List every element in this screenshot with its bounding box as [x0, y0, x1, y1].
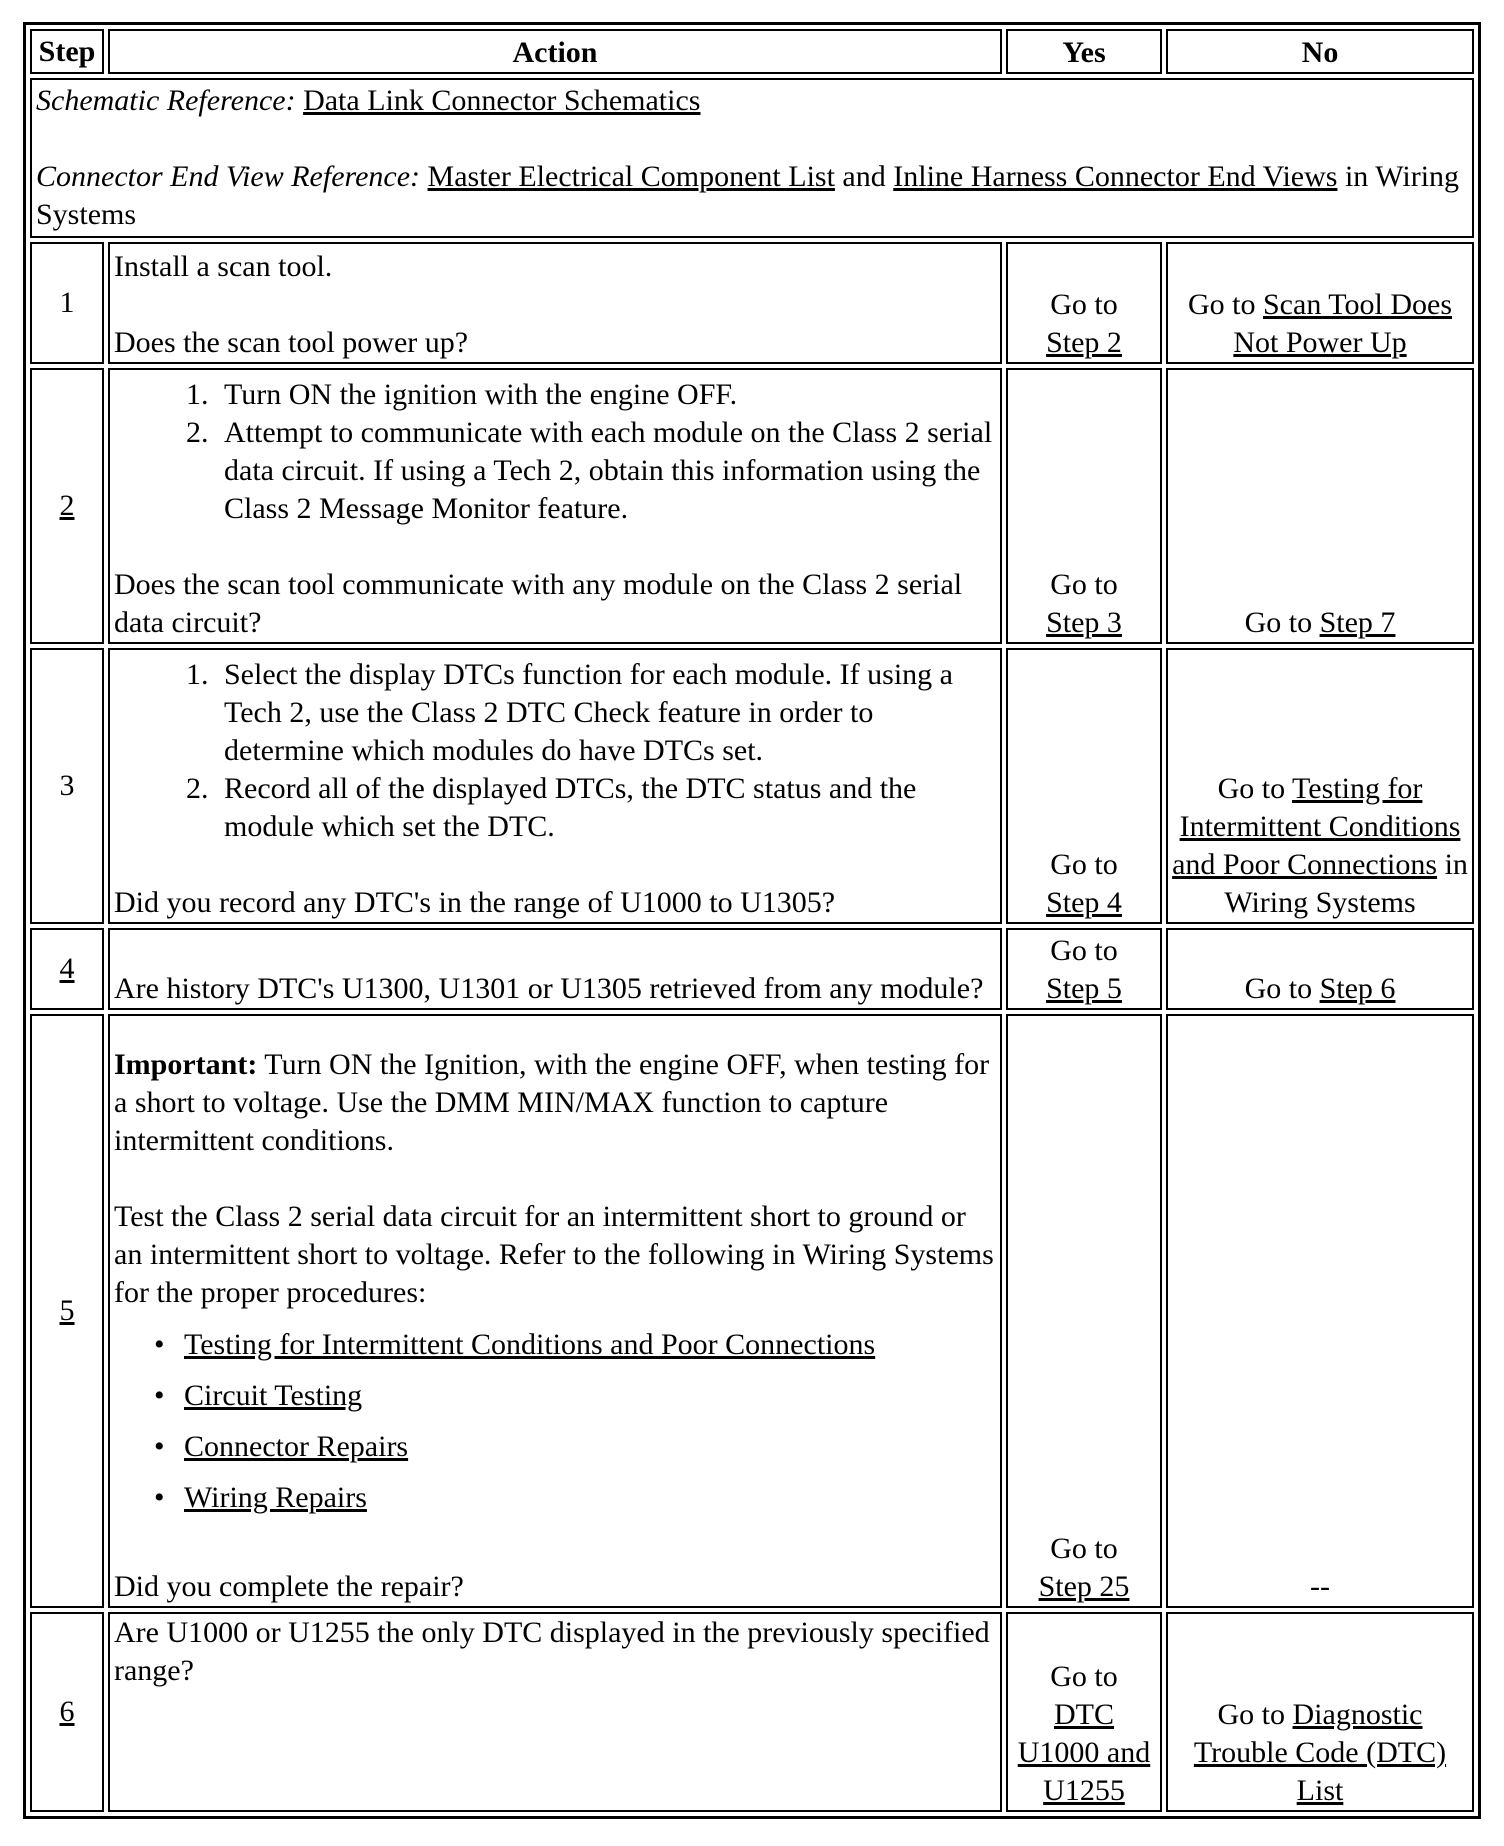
step-link[interactable]: 4	[59, 952, 75, 985]
question-text: Did you record any DTC's in the range of U1000 to U1305?	[114, 886, 836, 919]
list-item	[154, 1479, 996, 1517]
wiring-systems-text: in Wiring Systems	[36, 160, 1460, 231]
header-yes: Yes	[1006, 29, 1162, 74]
list-item	[154, 1428, 996, 1466]
no-link[interactable]: Testing for Intermittent Conditions and Poor Connections	[1172, 772, 1461, 881]
diagnostic-table	[23, 22, 1481, 1819]
bullet: •	[154, 1379, 165, 1412]
step-row-4	[30, 928, 1474, 1010]
step-row-1	[30, 242, 1474, 364]
action-cell	[108, 648, 1002, 924]
step-row-2	[30, 368, 1474, 644]
yes-cell	[1006, 648, 1162, 924]
yes-prefix: Go to	[1050, 934, 1118, 967]
yes-prefix: Go to	[1050, 1532, 1118, 1565]
inline-harness-link[interactable]: Inline Harness Connector End Views	[893, 160, 1338, 193]
yes-cell	[1006, 368, 1162, 644]
question-text: Does the scan tool communicate with any module on the Class 2 serial data circuit?	[114, 568, 963, 639]
no-prefix: Go to	[1217, 772, 1286, 805]
list-item: 2. Attempt to communicate with each module on the Class 2 serial data circuit. If using a Tech 2, obtain this information using the Class 2 Message Monitor feature.	[216, 414, 996, 528]
action-cell	[108, 1014, 1002, 1608]
yes-prefix: Go to	[1050, 1660, 1118, 1693]
no-cell	[1166, 368, 1474, 644]
header-action: Action	[108, 29, 1002, 74]
procedure-link[interactable]: Circuit Testing	[184, 1379, 363, 1412]
schematic-link[interactable]: Data Link Connector Schematics	[303, 84, 701, 117]
list-item: 2. Record all of the displayed DTCs, the DTC status and the module which set the DTC.	[216, 770, 996, 846]
no-link[interactable]: Step 6	[1319, 972, 1396, 1005]
step-number	[30, 928, 104, 1010]
step-link[interactable]: 6	[59, 1695, 75, 1728]
step-link[interactable]: 5	[59, 1294, 75, 1327]
and-text: and	[842, 160, 886, 193]
important-text: Turn ON the Ignition, with the engine OFF, when testing for a short to voltage. Use the DMM MIN/MAX function to capture intermittent conditions.	[114, 1048, 990, 1157]
instruction-list	[114, 656, 996, 846]
step-number	[30, 1014, 104, 1608]
no-cell	[1166, 1612, 1474, 1812]
step-row-6	[30, 1612, 1474, 1812]
no-link[interactable]: Scan Tool Does Not Power Up	[1233, 288, 1452, 359]
no-cell	[1166, 648, 1474, 924]
connector-label: Connector End View Reference:	[36, 160, 421, 193]
procedure-links-list	[114, 1326, 996, 1517]
list-item	[154, 1326, 996, 1364]
yes-cell	[1006, 928, 1162, 1010]
no-link[interactable]: Step 7	[1319, 606, 1396, 639]
header-row	[30, 29, 1474, 74]
bullet: •	[154, 1328, 165, 1361]
bullet: •	[154, 1430, 165, 1463]
step-number	[30, 368, 104, 644]
question-text: Are history DTC's U1300, U1301 or U1305 retrieved from any module?	[114, 972, 984, 1005]
no-prefix: Go to	[1217, 1698, 1285, 1731]
test-instruction: Test the Class 2 serial data circuit for an intermittent short to ground or an intermittent short to voltage. Refer to the following in Wiring Systems for the proper procedures:	[114, 1200, 994, 1309]
yes-cell	[1006, 1612, 1162, 1812]
action-cell	[108, 1612, 1002, 1812]
step-link[interactable]: 2	[59, 489, 75, 522]
no-suffix: in Wiring Systems	[1224, 848, 1468, 919]
yes-link[interactable]: Step 5	[1046, 972, 1122, 1005]
yes-link[interactable]: Step 25	[1038, 1570, 1130, 1603]
list-item: 1. Select the display DTCs function for each module. If using a Tech 2, use the Class 2 DTC Check feature in order to determine which modules do have DTCs set.	[216, 656, 996, 770]
step-number: 3	[30, 648, 104, 924]
reference-cell	[30, 78, 1474, 238]
component-list-link[interactable]: Master Electrical Component List	[427, 160, 835, 193]
step-row-3	[30, 648, 1474, 924]
action-cell	[108, 242, 1002, 364]
question-text: Are U1000 or U1255 the only DTC displayed in the previously specified range?	[114, 1616, 990, 1687]
yes-link[interactable]: Step 4	[1046, 886, 1122, 919]
schematic-label: Schematic Reference:	[36, 84, 296, 117]
no-prefix: Go to	[1244, 606, 1313, 639]
no-prefix: Go to	[1188, 288, 1256, 321]
yes-cell	[1006, 242, 1162, 364]
yes-link[interactable]: DTC U1000 and U1255	[1017, 1698, 1151, 1807]
yes-prefix: Go to	[1050, 568, 1118, 601]
no-link[interactable]: Diagnostic Trouble Code (DTC) List	[1193, 1698, 1447, 1807]
header-step: Step	[30, 29, 104, 74]
yes-link[interactable]: Step 2	[1046, 326, 1122, 359]
procedure-link[interactable]: Connector Repairs	[184, 1430, 409, 1463]
header-no: No	[1166, 29, 1474, 74]
list-item	[154, 1377, 996, 1415]
step-row-5	[30, 1014, 1474, 1608]
procedure-link[interactable]: Wiring Repairs	[184, 1481, 367, 1514]
yes-link[interactable]: Step 3	[1046, 606, 1122, 639]
step-number	[30, 1612, 104, 1812]
list-item: 1. Turn ON the ignition with the engine OFF.	[216, 376, 996, 414]
bullet: •	[154, 1481, 165, 1514]
yes-prefix: Go to	[1050, 848, 1118, 881]
instruction-list	[114, 376, 996, 528]
action-cell	[108, 928, 1002, 1010]
action-cell	[108, 368, 1002, 644]
yes-prefix: Go to	[1050, 288, 1118, 321]
important-label: Important:	[114, 1048, 258, 1081]
no-cell	[1166, 242, 1474, 364]
no-prefix: Go to	[1244, 972, 1313, 1005]
question-text: Did you complete the repair?	[114, 1570, 464, 1603]
reference-row	[30, 78, 1474, 238]
yes-cell	[1006, 1014, 1162, 1608]
no-cell	[1166, 928, 1474, 1010]
action-text: Install a scan tool.	[114, 250, 333, 283]
important-note	[114, 1046, 996, 1160]
procedure-link[interactable]: Testing for Intermittent Conditions and Poor Connections	[184, 1328, 876, 1361]
no-cell: --	[1166, 1014, 1474, 1608]
question-text: Does the scan tool power up?	[114, 326, 469, 359]
step-number: 1	[30, 242, 104, 364]
